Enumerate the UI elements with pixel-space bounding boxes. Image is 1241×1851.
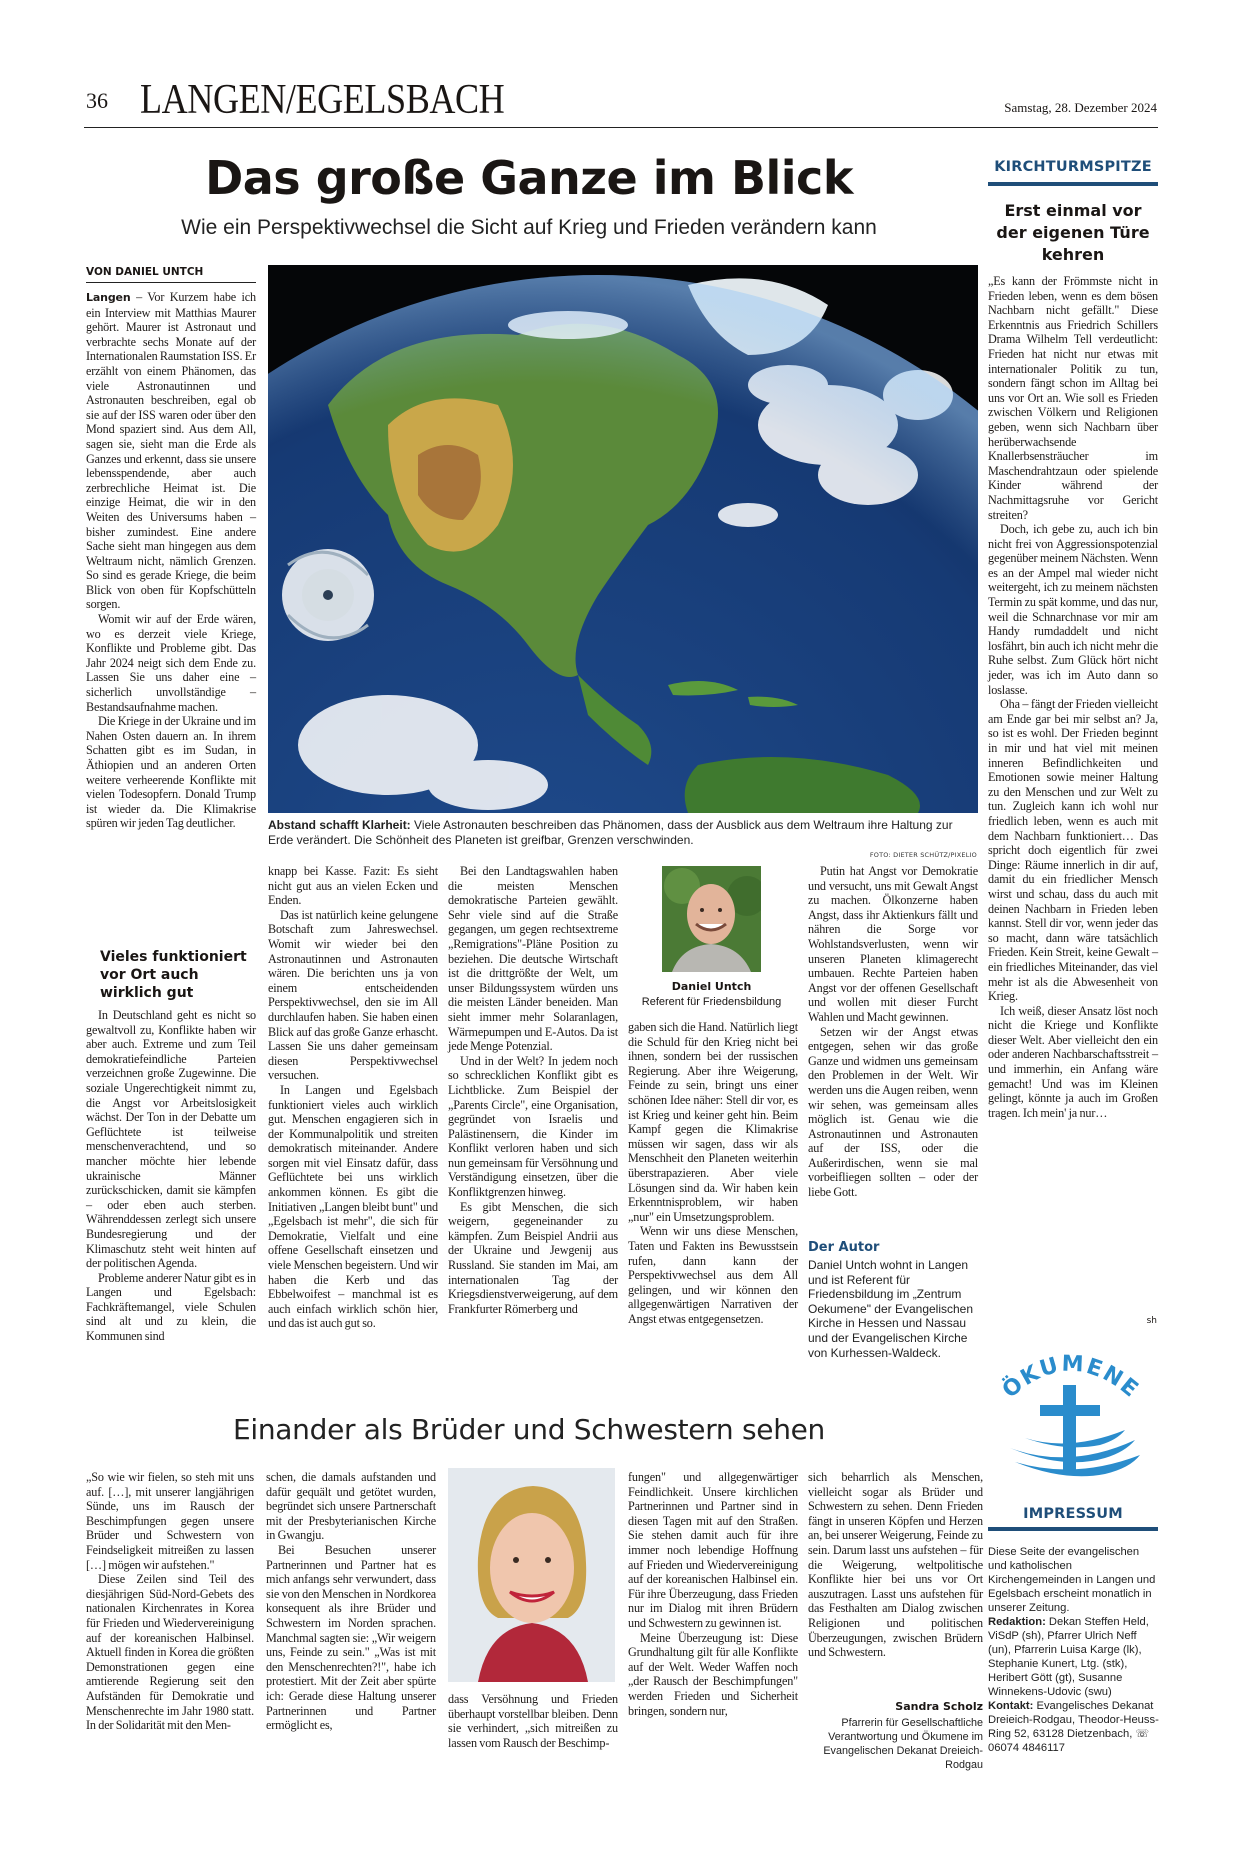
- portrait-illustration: [448, 1468, 615, 1682]
- paragraph: Oha – fängt der Frieden vielleicht am Ende gar bei mir selbst an? Ja, so ist es wohl. Der Frieden beginnt in mir und hat viel mit meinen inneren Befindlichkeiten und Emotionen sowie meiner Haltung zu den Menschen und zur Welt zu tun. Zugleich kann ich wohl nur friedlich leben, wenn es auch mit dem Nachbarn funktioniert… Das spricht doch eigentlich für zwei Dinge: Räume innerlich in dir auf, damit du ein friedlicher Mensch wirst und schau, dass du auch mit deinen Nachbarn in Frieden leben kannst. Stell dir vor, wenn jeder das so macht, dann wäre tatsächlich Frieden. Kein Streit, keine Gewalt – ein friedliches Miteinander, das viel mehr ist als die Abwesenheit von Krieg.: [988, 697, 1158, 1004]
- author-portrait-photo-sandra: [448, 1468, 615, 1682]
- impressum-text: [988, 1545, 1160, 1755]
- paragraph: Probleme anderer Natur gibt es in Langen und Egelsbach: Fachkräftemangel, viele Schulen sind alt und zu klein, die Kommunen sind: [86, 1270, 256, 1344]
- article-column-4: [628, 1020, 798, 1326]
- kirchturmspitze-label: KIRCHTURMSPITZE: [994, 159, 1152, 175]
- paragraph: „So wie wir fielen, so steh mit uns auf. […], mit unserer langjährigen Sünde, uns im Rausch der Beschimpfungen gegen unsere Brüder und Schwestern von Feindseligkeit mitreißen zu lassen […] mögen wir aufstehen.": [86, 1470, 254, 1572]
- impressum-intro: Diese Seite der evangelischen und katholischen Kirchengemeinden in Langen und Egelsbach erscheint monatlich in unserer Zeitung.: [988, 1546, 1156, 1614]
- caption-text: Viele Astronauten beschreiben das Phänomen, dass der Ausblick aus dem Weltraum ihre Haltung zur Erde verändert. Die Schönheit des Planeten ist greifbar, Grenzen verschwinden.: [268, 818, 953, 847]
- impressum-rule: [988, 1527, 1158, 1531]
- section-title: LANGEN/EGELSBACH: [140, 77, 505, 123]
- article-subtitle: Wie ein Perspektivwechsel die Sicht auf Krieg und Frieden verändern kann: [181, 216, 877, 239]
- paragraph: Womit wir auf der Erde wären, wo es derzeit viele Kriege, Konflikte und Probleme gibt. Das Jahr 2024 neigt sich dem Ende zu. Lassen Sie uns daher eine – sicherlich unvollständige – Bestandsaufnahme machen.: [86, 612, 256, 714]
- byline: VON DANIEL UNTCH: [86, 266, 256, 283]
- paragraph: Ich weiß, dieser Ansatz löst noch nicht die Kriege und Konflikte dieser Welt. Aber vielleicht den ein oder anderen Nachbarschaftsstreit – und immerhin, ein Anfang wäre gemacht! Und was im Kleinen gelingt, könnte ja auch im Großen tragen. Ich mein' ja nur…: [988, 1003, 1158, 1120]
- paragraph: Setzen wir der Angst etwas entgegen, sehen wir das große Ganze und widmen uns gemeinsam den Problemen in der Welt. Wir werden uns die Augen reiben, wenn wir sehen, was gemeinsam alles möglich ist. Genau wie die Astronautinnen und Astronauten auf der ISS, oder die Außerirdischen, wenn sie mal vorbeifliegen sollten – oder der liebe Gott.: [808, 1024, 978, 1200]
- second-article-column-1: [86, 1470, 254, 1733]
- phone-icon: ☏: [1135, 1728, 1150, 1740]
- paragraph: Langen – Vor Kurzem habe ich ein Interview mit Matthias Maurer gehört. Maurer ist Astronaut und verbrachte sechs Monate auf der Internationalen Raumstation ISS. Er erzählt von einem Phänomen, das viele Astronautinnen und Astronauten beschreiben, egal ob sie auf der ISS waren oder über den Mond spaziert sind. Aus dem All, sagen sie, sieht man die Erde als Ganzes und erkennt, dass sie unsere lebensspendende, aber auch zerbrechliche Heimat ist. Die einzige Heimat, die wir in den Weiten des Universums haben – bisher zumindest. Eine andere Sache sieht man hingegen aus dem Weltraum nicht, nämlich Grenzen. So sind es gerade Kriege, die beim Blick von oben für Kopfschütteln sorgen.: [86, 290, 256, 612]
- kontakt-label: Kontakt:: [988, 1700, 1034, 1712]
- portrait-illustration: [662, 866, 761, 972]
- header-divider: [84, 127, 1158, 128]
- paragraph: fungen" und allgegenwärtiger Feindlichkeit. Unsere kirchlichen Partnerinnen und Partner sind in diesen Tagen mit auf den Straßen. Sie stehen damit auch für ihre immer noch lebendige Hoffnung auf Frieden und Wiedervereinigung auf der koreanischen Halbinsel ein. Für ihre Überzeugung, dass Frieden nur im Dialog mit ihren Brüdern und Schwestern zu gewinnen ist.: [628, 1470, 798, 1630]
- paragraph: „Es kann der Frömmste nicht in Frieden leben, wenn es dem bösen Nachbarn nicht gefällt." Diese Erkenntnis aus Friedrich Schillers Drama Wilhelm Tell verdeutlicht: Frieden hat nicht nur etwas mit internationaler Politik zu tun, sondern fängt schon im Alltag bei uns vor Ort an. Wie soll es Frieden zwischen Völkern und Religionen geben, wenn sich Nachbarn über herüberwachsende Knallerbsensträucher im Maschendrahtzaun oder spielende Kinder während der Nachmittagsruhe vor Gericht streiten?: [988, 274, 1158, 522]
- earth-illustration: [268, 265, 978, 813]
- paragraph: Es gibt Menschen, die sich weigern, gegeneinander zu kämpfen. Zum Beispiel Andrii aus der Ukraine und Jewgenij aus Russland. Sie standen im Mai, am internationalen Tag der Kriegsdienstverweigerung, auf dem Frankfurter Römerberg und: [448, 1199, 618, 1316]
- second-article-headline: Einander als Brüder und Schwestern sehen: [232, 1413, 826, 1446]
- article-column-3: [448, 864, 618, 1316]
- paragraph: sich beharrlich als Menschen, vielleicht sogar als Brüder und Schwestern zu sehen. Denn Frieden fängt in unseren Köpfen und Herzen an, bei unserer Weigerung, Feinde zu sein. Darum lasst uns aufstehen – für die Weigerung, weltpolitische Konflikte hier bei uns vor Ort auszutragen. Lasst uns aufstehen für das Festhalten am Dialog zwischen Religionen und politischen Überzeugungen, zwischen Brüdern und Schwestern.: [808, 1470, 983, 1660]
- column-headline: Erst einmal vor der eigenen Türe kehren: [996, 201, 1150, 264]
- oekumene-logo: [985, 1330, 1155, 1490]
- paragraph: In Langen und Egelsbach funktioniert vieles auch wirklich gut. Menschen engagieren sich in der Kommunalpolitik und streiten demokratisch miteinander. Andere sorgen mit viel Einsatz dafür, dass Geflüchtete bei uns wirklich ankommen können. Es gibt die Initiativen „Langen bleibt bunt" und „Egelsbach ist mehr", die sich für Demokratie, Vielfalt und eine offene Gesellschaft einsetzen und viele Menschen begeistern. Und wir haben die Kerb und das Ebbelwoifest – manchmal ist es auch einfach wirklich schön hier, und das ist auch gut so.: [268, 1082, 438, 1331]
- kontakt-address: Evangelisches Dekanat Dreieich-Rodgau, Theodor-Heuss-Ring 52, 63128 Dietzenbach,: [988, 1700, 1159, 1740]
- author-box-text: Daniel Untch wohnt in Langen und ist Referent für Friedensbildung im „Zentrum Oekumene" der Evangelischen Kirche in Hessen und Nassau und der Evangelischen Kirche von Kurhessen-Waldeck.: [808, 1258, 974, 1360]
- paragraph: In Deutschland geht es nicht so gewaltvoll zu, Konflikte haben wir aber auch. Extreme und zum Teil demokratiefeindliche Parteien verzeichnen große Zugewinne. Die soziale Ungerechtigkeit nimmt zu, die Angst vor Arbeitslosigkeit wächst. Der Ton in der Debatte um Geflüchtete ist teilweise menschenverachtend, und so mancher möchte hier lebende ukrainische Männer zurückschicken, damit sie kämpfen – oder eben auch sterben. Währenddessen zerlegt sich unsere Bundesregierung und der Klimaschutz steht weit hinten auf der politischen Agenda.: [86, 1008, 256, 1271]
- author-box-heading: Der Autor: [808, 1240, 880, 1255]
- photo-caption: [268, 818, 978, 847]
- second-article-column-5: [808, 1470, 983, 1660]
- kirchturmspitze-text: [988, 274, 1158, 1120]
- portrait-role: Referent für Friedensbildung: [641, 996, 782, 1008]
- paragraph: Die Kriege in der Ukraine und im Nahen Osten dauern an. In ihrem Schatten gibt es im Sudan, in Äthiopien und an anderen Orten weitere verheerende Konflikte mit vielen Todesopfern. Donald Trump ist wieder da. Die Klimakrise spüren wir jeden Tag deutlicher.: [86, 714, 256, 831]
- paragraph: Putin hat Angst vor Demokratie und versucht, uns mit Gewalt Angst zu machen. Ölkonzerne haben Angst, dass ihr Aktienkurs fällt und nähren die Sorge vor Wohlstandsverlusten, wenn wir unseren Planeten klimagerecht umbauen. Rechte Parteien haben Angst vor der offenen Gesellschaft und wollen mit dieser Furcht Wahlen und Macht gewinnen.: [808, 864, 978, 1024]
- dateline: Langen: [86, 291, 131, 304]
- author-portrait-photo: [662, 866, 761, 972]
- caption-lead: Abstand schafft Klarheit:: [268, 818, 411, 832]
- column-signature: sh: [1146, 1316, 1157, 1326]
- paragraph: knapp bei Kasse. Fazit: Es sieht nicht gut aus an vielen Ecken und Enden.: [268, 864, 438, 908]
- earth-photo: [268, 265, 978, 813]
- paragraph: Doch, ich gebe zu, auch ich bin nicht frei von Aggressionspotenzial gegenüber meinem Nächsten. Wenn es an der Ampel mal wieder nicht weitergeht, ich zu meinem nächsten Termin zu spät komme, und das nur, weil die Schnarchnase vor mir am Handy rumdaddelt und nicht losfährt, bin auch ich nicht mehr die Ruhe selbst. Zum Glück hört nicht jeder, was ich im Auto dann so loslasse.: [988, 522, 1158, 697]
- paragraph: Und in der Welt? In jedem noch so schrecklichen Konflikt gibt es Lichtblicke. Zum Beispiel der „Parents Circle", eine Organisation, gegründet von Israelis und Palästinensern, die Kinder im Konflikt verloren haben und sich nun gemeinsam für Versöhnung und Verständigung einsetzen, über die Konfliktgrenzen hinweg.: [448, 1053, 618, 1200]
- issue-date: Samstag, 28. Dezember 2024: [1004, 100, 1157, 115]
- logo-text: ÖKUMENE: [997, 1351, 1144, 1404]
- article-column-1: [86, 290, 256, 831]
- signature-name: Sandra Scholz: [895, 1700, 983, 1713]
- signature-role: Pfarrerin für Gesellschaftliche Verantwortung und Ökumene im Evangelischen Dekanat Dreieich-Rodgau: [823, 1717, 983, 1771]
- article-subheading: Vieles funktioniert vor Ort auch wirklich gut: [100, 949, 247, 1001]
- second-article-column-3: [448, 1692, 618, 1750]
- redaktion-names: Dekan Steffen Held, ViSdP (sh), Pfarrer Ulrich Neff (un), Pfarrerin Luisa Karge (lk), Stephanie Kunert, Ltg. (stk), Heribert Gött (gt), Susanne Winnekens-Udovic (swu): [988, 1616, 1149, 1698]
- article-headline: Das große Ganze im Blick: [205, 151, 853, 205]
- paragraph: Bei den Landtagswahlen haben die meisten Menschen demokratische Parteien gewählt. Sehr viele sind auf die Straße gegangen, um gegen rechtsextreme „Remigrations"-Pläne Position zu beziehen. Die deutsche Wirtschaft ist die drittgrößte der Welt, um unser Bildungssystem würden uns die meisten Länder beneiden. Man sieht immer mehr Solaranlagen, Wärmepumpen und E-Autos. Da ist jede Menge Potenzial.: [448, 864, 618, 1054]
- ship-cross-icon: [985, 1330, 1155, 1490]
- paragraph: gaben sich die Hand. Natürlich liegt die Schuld für den Krieg nicht bei ihnen, sondern bei der russischen Regierung. Aber ihre Weigerung, Feinde zu sein, bringt uns einer schönen Idee näher: Stell dir vor, es ist Krieg und keiner geht hin. Beim Kampf gegen die Klimakrise müssen wir sagen, dass wir als Menschheit den Planeten weiterhin überstrapazieren. Aber viele Lösungen sind da. Wir haben kein Erkenntnisproblem, wir haben „nur" ein Umsetzungsproblem.: [628, 1020, 798, 1224]
- article-column-5: [808, 864, 978, 1200]
- kirchturmspitze-rule: [988, 182, 1158, 186]
- portrait-name: Daniel Untch: [671, 980, 752, 993]
- paragraph: Bei Besuchen unserer Partnerinnen und Partner hat es mich anfangs sehr verwundert, dass sie von den Menschen in Nordkorea konsequent als ihre Brüder und Schwestern im Norden sprachen. Manchmal sagten sie: „Wir weigern uns, Feinde zu sein." „Was ist mit den Menschenrechten?!", habe ich protestiert. Mit der Zeit aber spürte ich: Gerade diese Haltung unserer Partnerinnen und Partner ermöglicht es,: [266, 1542, 436, 1733]
- paragraph: Meine Überzeugung ist: Diese Grundhaltung gilt für alle Konflikte auf der Welt. Weder Waffen noch „der Rausch der Beschimpfungen" werden Frieden und Sicherheit bringen, sondern nur,: [628, 1630, 798, 1718]
- redaktion-label: Redaktion:: [988, 1616, 1046, 1628]
- kontakt-phone: 06074 4846117: [988, 1742, 1065, 1754]
- photo-credit: FOTO: DIETER SCHÜTZ/PIXELIO: [869, 851, 977, 859]
- article-column-2: [268, 864, 438, 1331]
- paragraph: Das ist natürlich keine gelungene Botschaft zum Jahreswechsel. Womit wir wieder bei den Astronautinnen und Astronauten wären. Die berichten uns ja von einem entscheidenden Perspektivwechsel, den sie im All durchlaufen haben. Sie haben einen Blick auf das große Ganze erhascht. Lassen Sie uns daher gemeinsam diesen Perspektivwechsel versuchen.: [268, 907, 438, 1083]
- page-number: 36: [86, 88, 108, 113]
- paragraph: Wenn wir uns diese Menschen, Taten und Fakten ins Bewusstsein rufen, dann kann der Perspektivwechsel aus dem All gelingen, und wir können den allgegenwärtigen Narrativen der Angst etwas entgegensetzen.: [628, 1224, 798, 1326]
- paragraph: Diese Zeilen sind Teil des diesjährigen Süd-Nord-Gebets des nationalen Kirchenrates in Korea für Frieden und Wiedervereinigung auf der koreanischen Halbinsel. Aktuell finden in Korea die größten Demonstrationen gegen eine amtierende Regierung seit den Aufständen für Demokratie und Menschenrechte im Jahr 1980 statt. In der Solidarität mit den Men-: [86, 1572, 254, 1733]
- impressum-label: IMPRESSUM: [1023, 1506, 1123, 1522]
- second-article-column-4: [628, 1470, 798, 1718]
- paragraph: dass Versöhnung und Frieden überhaupt vorstellbar bleiben. Denn sie verhindert, „sich mitreißen zu lassen vom Rausch der Beschimp-: [448, 1692, 618, 1750]
- article-column-1b: [86, 1008, 256, 1344]
- paragraph: schen, die damals aufstanden und dafür gequält und getötet wurden, begründet sich unsere Partnerschaft mit der Presbyterianischen Kirche in Gwangju.: [266, 1470, 436, 1543]
- second-article-column-2: [266, 1470, 436, 1733]
